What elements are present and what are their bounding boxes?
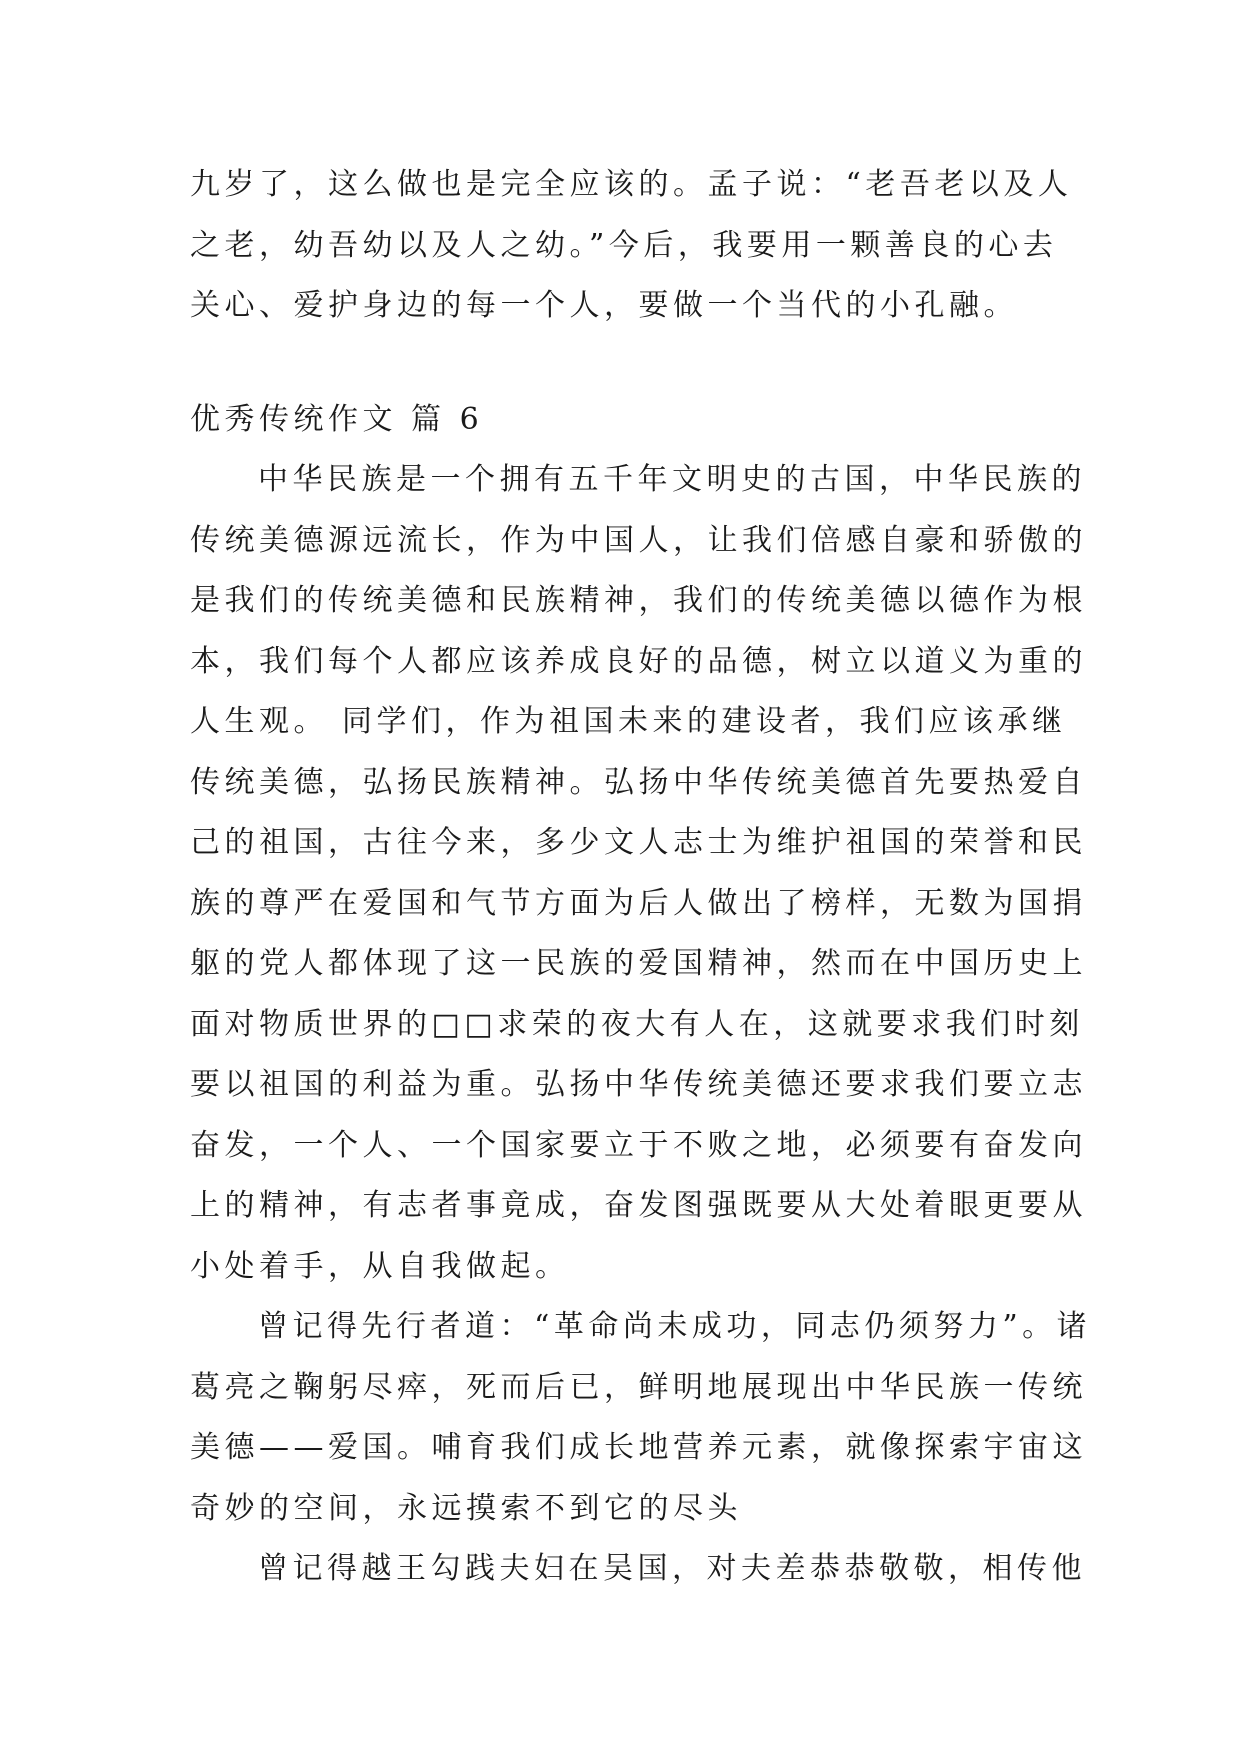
text-line: 本，我们每个人都应该养成良好的品德，树立以道义为重的 [190, 643, 1087, 679]
text-line: 奇妙的空间，永远摸索不到它的尽头 [190, 1490, 742, 1526]
text-line: 小处着手，从自我做起。 [190, 1248, 570, 1284]
text-line: 己的祖国，古往今来，多少文人志士为维护祖国的荣誉和民 [190, 825, 1087, 860]
text-line: 躯的党人都体现了这一民族的爱国精神，然而在中国历史上 [190, 946, 1087, 981]
text-line: 族的尊严在爱国和气节方面为后人做出了榜样，无数为国捐 [190, 885, 1087, 921]
section-heading: 优秀传统作文 篇 6 [190, 402, 484, 437]
text-line: 之老，幼吾幼以及人之幼。”今后，我要用一颗善良的心去 [190, 227, 1058, 263]
text-line: 曾记得先行者道：“革命尚未成功，同志仍须努力”。诸 [258, 1309, 1092, 1344]
text-line: 是我们的传统美德和民族精神，我们的传统美德以德作为根 [190, 583, 1087, 618]
text-line: 美德——爱国。哺育我们成长地营养元素，就像探索宇宙这 [190, 1430, 1087, 1465]
text-line: 面对物质世界的□□求荣的夜大有人在，这就要求我们时刻 [190, 1006, 1084, 1042]
text-line: 要以祖国的利益为重。弘扬中华传统美德还要求我们要立志 [190, 1067, 1087, 1102]
text-line: 人生观。 同学们，作为祖国未来的建设者，我们应该承继 [190, 704, 1067, 739]
text-line: 上的精神，有志者事竟成，奋发图强既要从大处着眼更要从 [190, 1188, 1087, 1223]
text-line: 葛亮之鞠躬尽瘁，死而后已，鲜明地展现出中华民族一传统 [190, 1369, 1087, 1405]
text-line: 传统美德，弘扬民族精神。弘扬中华传统美德首先要热爱自 [190, 764, 1087, 800]
text-line: 关心、爱护身边的每一个人，要做一个当代的小孔融。 [190, 288, 1018, 323]
text-line: 曾记得越王勾践夫妇在吴国，对夫差恭恭敬敬，相传他 [258, 1551, 1086, 1586]
text-line: 九岁了，这么做也是完全应该的。孟子说：“老吾老以及人 [190, 167, 1073, 202]
text-line: 奋发，一个人、一个国家要立于不败之地，必须要有奋发向 [190, 1127, 1087, 1163]
text-line: 传统美德源远流长，作为中国人，让我们倍感自豪和骄傲的 [190, 522, 1087, 558]
section-heading-block [190, 390, 1060, 451]
essay-body [190, 450, 1092, 1600]
continuation-paragraph [190, 155, 1073, 337]
text-line: 中华民族是一个拥有五千年文明史的古国，中华民族的 [258, 462, 1086, 497]
